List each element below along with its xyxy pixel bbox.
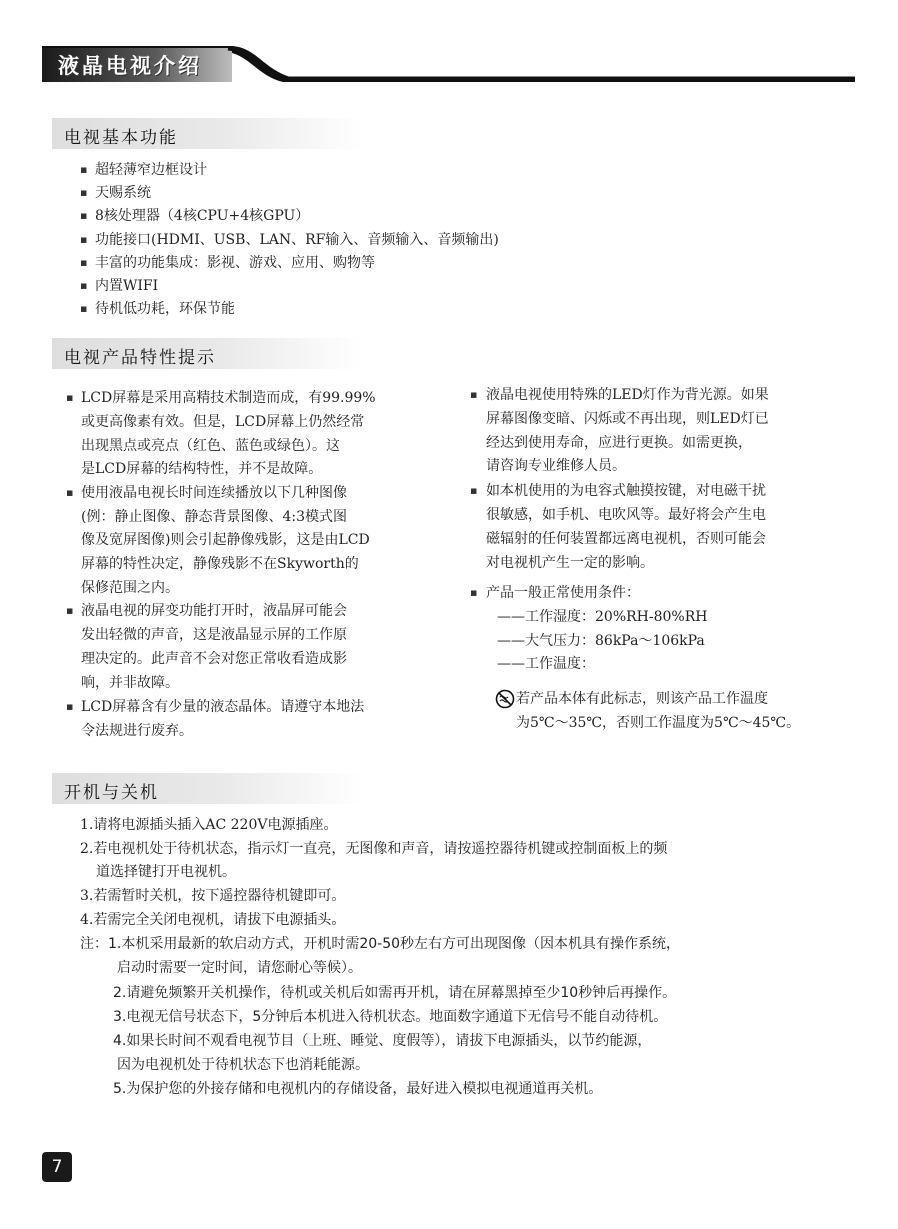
page-title: 液晶电视介绍 (58, 54, 202, 78)
feature-line: 是LCD屏幕的结构特性，并不是故障。 (81, 461, 323, 477)
step-item: 2.若电视机处于待机状态，指示灯一直亮，无图像和声音，请按遥控器待机键或控制面板上的频 (80, 841, 668, 857)
bullet-icon: ▪ (470, 586, 478, 599)
feature-line: 屏幕的特性决定，静像残影不在Skyworth的 (81, 556, 359, 572)
bullet-icon: ▪ (470, 484, 478, 497)
condition-item: ——大气压力：86kPa～106kPa (497, 633, 705, 649)
section-header-features (52, 338, 362, 369)
list-item: 8核处理器（4核CPU+4核GPU） (95, 208, 310, 224)
feature-line: 理决定的。此声音不会对您正常收看造成影 (81, 651, 347, 667)
bullet-icon: ▪ (80, 233, 88, 246)
list-item: 丰富的功能集成：影视、游戏、应用、购物等 (95, 255, 375, 271)
list-item: 待机低功耗，环保节能 (95, 301, 235, 317)
feature-line: 令法规进行废弃。 (81, 723, 193, 739)
bullet-icon: ▪ (80, 163, 88, 176)
bullet-icon: ▪ (66, 700, 74, 713)
feature-line: 像及宽屏图像)则会引起静像残影，这是由LCD (81, 532, 370, 548)
condition-item: ——工作温度： (497, 656, 595, 672)
bullet-icon: ▪ (80, 186, 88, 199)
feature-line: 液晶电视的屏变功能打开时，液晶屏可能会 (81, 603, 347, 619)
feature-line: 很敏感，如手机、电吹风等。最好将会产生电 (486, 507, 766, 523)
temperature-note: 为5℃～35℃，否则工作温度为5℃～45℃。 (516, 715, 801, 731)
list-item: 超轻薄窄边框设计 (95, 162, 207, 178)
section-title: 开机与关机 (64, 783, 159, 803)
feature-line: 出现黑点或亮点（红色、蓝色或绿色）。这 (81, 438, 340, 454)
list-item: 天赐系统 (95, 185, 151, 201)
feature-line: 对电视机产生一定的影响。 (486, 555, 654, 571)
feature-line: 经达到使用寿命，应进行更换。如需更换， (486, 435, 752, 451)
feature-line: 使用液晶电视长时间连续播放以下几种图像 (81, 485, 347, 501)
feature-line: 请咨询专业维修人员。 (486, 458, 626, 474)
feature-line: 屏幕图像变暗、闪烁或不再出现，则LED灯已 (486, 411, 769, 427)
bullet-icon: ▪ (80, 279, 88, 292)
note-item: 注：1.本机采用最新的软启动方式，开机时需20-50秒左右方可出现图像（因本机具有操作系统， (80, 936, 681, 952)
conditions-title: 产品一般正常使用条件： (486, 585, 640, 601)
bullet-icon: ▪ (66, 486, 74, 499)
note-item: 因为电视机处于待机状态下也消耗能源。 (117, 1057, 369, 1073)
feature-line: 如本机使用的为电容式触摸按键，对电磁干扰 (486, 483, 766, 499)
feature-line: 或更高像素有效。但是，LCD屏幕上仍然经常 (81, 414, 365, 430)
page-number: 7 (42, 1152, 72, 1182)
note-item: 5.为保护您的外接存储和电视机内的存储设备，最好进入模拟电视通道再关机。 (113, 1081, 603, 1097)
section-title: 电视产品特性提示 (64, 348, 216, 368)
step-item: 3.若需暂时关机，按下遥控器待机键即可。 (80, 888, 346, 904)
step-item: 道选择键打开电视机。 (96, 864, 236, 880)
temperature-note: 若产品本体有此标志，则该产品工作温度 (516, 691, 768, 707)
section-title: 电视基本功能 (64, 128, 178, 148)
feature-line: LCD屏幕含有少量的液态晶体。请遵守本地法 (81, 699, 365, 715)
note-item: 4.如果长时间不观看电视节目（上班、睡觉、度假等），请拔下电源插头，以节约能源， (113, 1033, 652, 1049)
note-item: 启动时需要一定时间，请您耐心等候）。 (117, 960, 362, 976)
no-condensation-icon (495, 689, 515, 709)
bullet-icon: ▪ (66, 604, 74, 617)
feature-line: 保修范围之内。 (81, 580, 179, 596)
bullet-icon: ▪ (470, 388, 478, 401)
bullet-icon: ▪ (80, 302, 88, 315)
feature-line: LCD屏幕是采用高精技术制造而成，有99.99% (81, 390, 376, 406)
step-item: 1.请将电源插头插入AC 220V电源插座。 (80, 817, 338, 833)
section-header-basic (52, 118, 362, 149)
feature-line: 液晶电视使用特殊的LED灯作为背光源。如果 (486, 387, 769, 403)
bullet-icon: ▪ (66, 391, 74, 404)
list-item: 功能接口(HDMI、USB、LAN、RF输入、音频输入、音频输出) (95, 232, 499, 248)
bullet-icon: ▪ (80, 256, 88, 269)
note-item: 3.电视无信号状态下，5分钟后本机进入待机状态。地面数字通道下无信号不能自动待机。 (113, 1009, 668, 1025)
condition-item: ——工作湿度：20%RH-80%RH (497, 609, 708, 625)
feature-line: 磁辐射的任何装置都远离电视机，否则可能会 (486, 531, 766, 547)
section-header-power (52, 773, 362, 804)
feature-line: 响，并非故障。 (81, 675, 179, 691)
feature-line: 发出轻微的声音，这是液晶显示屏的工作原 (81, 627, 347, 643)
bullet-icon: ▪ (80, 209, 88, 222)
list-item: 内置WIFI (95, 278, 159, 294)
step-item: 4.若需完全关闭电视机，请拔下电源插头。 (80, 912, 346, 928)
note-item: 2.请避免频繁开关机操作，待机或关机后如需再开机，请在屏幕黑掉至少10秒钟后再操作。 (113, 985, 677, 1001)
feature-line: (例：静止图像、静态背景图像、4:3模式图 (81, 509, 347, 525)
